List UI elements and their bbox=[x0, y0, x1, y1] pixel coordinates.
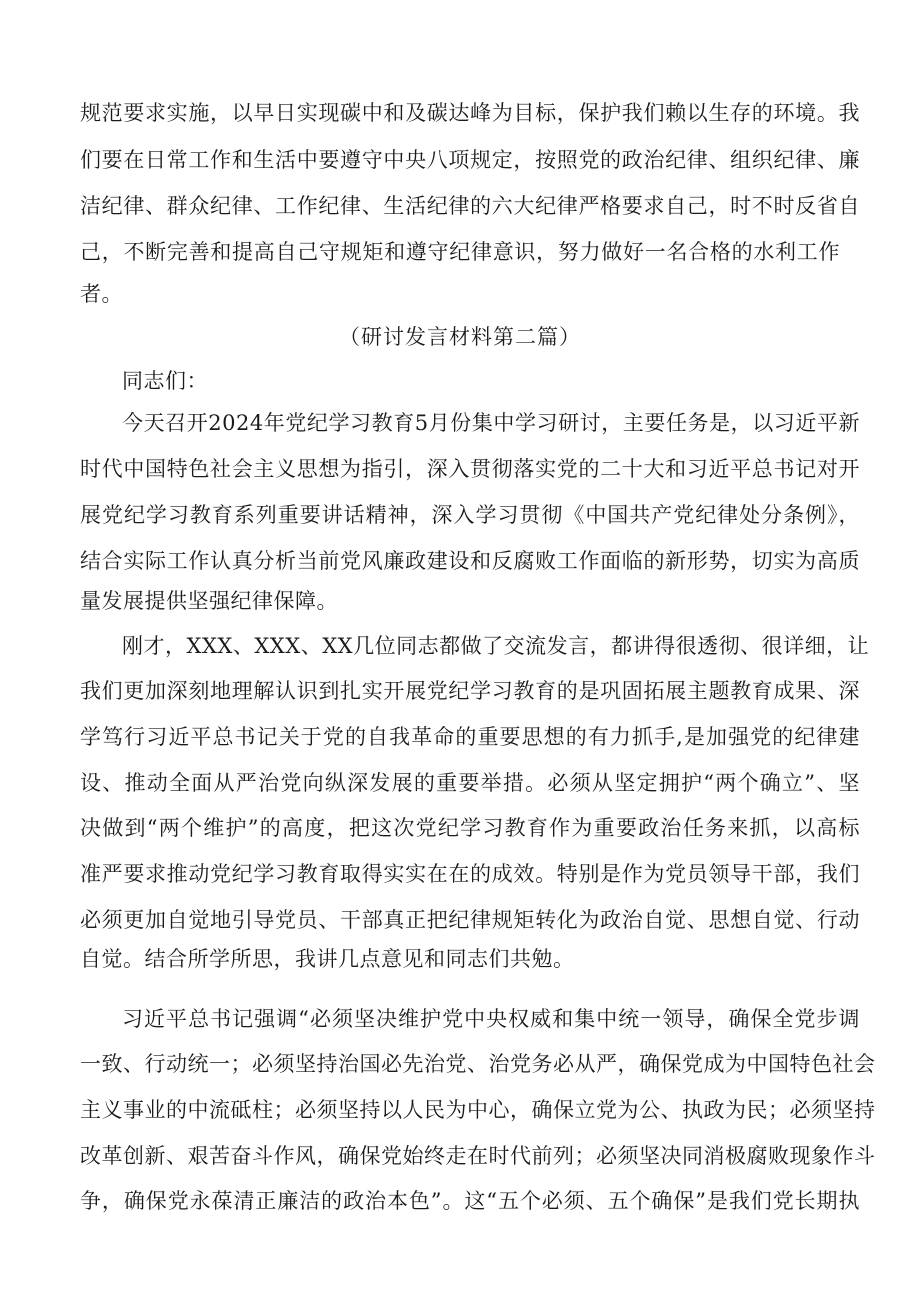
para1-line-5: 量发展提供坚强纪律保障。 bbox=[80, 589, 338, 613]
para3-line-3: 主义事业的中流砥柱；必须坚持以人民为中心，确保立党为公、执政为民；必须坚持 bbox=[80, 1098, 876, 1122]
para2-line-4: 设、推动全面从严治党向纵深发展的重要举措。必须从坚定拥护“两个确立”、坚 bbox=[80, 771, 860, 795]
para3-line-1: 习近平总书记强调“必须坚决维护党中央权威和集中统一领导，确保全党步调 bbox=[122, 1007, 860, 1031]
carry-line-4: 己，不断完善和提高自己守规矩和遵守纪律意识，努力做好一名合格的水利工作 bbox=[80, 240, 840, 264]
para3-line-2: 一致、行动统一；必须坚持治国必先治党、治党务必从严，确保党成为中国特色社会 bbox=[80, 1052, 876, 1076]
para2-line-3: 学笃行习近平总书记关于党的自我革命的重要思想的有力抓手,是加强党的纪律建 bbox=[80, 725, 860, 749]
para3-line-4: 改革创新、艰苦奋斗作风，确保党始终走在时代前列；必须坚决同消极腐败现象作斗 bbox=[80, 1144, 876, 1168]
carry-line-1: 规范要求实施，以早日实现碳中和及碳达峰为目标，保护我们赖以生存的环境。我 bbox=[80, 101, 860, 125]
section-title: （研讨发言材料第二篇） bbox=[339, 325, 581, 349]
carry-line-2: 们要在日常工作和生活中要遵守中央八项规定，按照党的政治纪律、组织纪律、廉 bbox=[80, 148, 860, 172]
salutation: 同志们： bbox=[122, 369, 208, 393]
para1-line-4: 结合实际工作认真分析当前党风廉政建设和反腐败工作面临的新形势，切实为高质 bbox=[80, 549, 860, 573]
para2-line-5: 决做到“两个维护”的高度，把这次党纪学习教育作为重要政治任务来抓，以高标 bbox=[80, 816, 860, 840]
para1-line-1: 今天召开2024年党纪学习教育5月份集中学习研讨，主要任务是，以习近平新 bbox=[122, 411, 860, 435]
para1-line-2: 时代中国特色社会主义思想为指引，深入贯彻落实党的二十大和习近平总书记对开 bbox=[80, 457, 860, 481]
para2-line-1: 刚才，XXX、XXX、XX几位同志都做了交流发言，都讲得很透彻、很详细，让 bbox=[122, 634, 870, 658]
carry-line-5: 者。 bbox=[80, 282, 123, 306]
para3-line-5: 争，确保党永葆清正廉洁的政治本色”。这“五个必须、五个确保”是我们党长期执 bbox=[80, 1189, 860, 1213]
para2-line-8: 自觉。结合所学所思，我讲几点意见和同志们共勉。 bbox=[80, 947, 575, 971]
para2-line-7: 必须更加自觉地引导党员、干部真正把纪律规矩转化为政治自觉、思想自觉、行动 bbox=[80, 908, 860, 932]
carry-line-3: 洁纪律、群众纪律、工作纪律、生活纪律的六大纪律严格要求自己，时不时反省自 bbox=[80, 194, 860, 218]
para2-line-6: 准严要求推动党纪学习教育取得实实在在的成效。特别是作为党员领导干部，我们 bbox=[80, 862, 860, 886]
para1-line-3: 展党纪学习教育系列重要讲话精神，深入学习贯彻《中国共产党纪律处分条例》， bbox=[80, 503, 860, 527]
para2-line-2: 我们更加深刻地理解认识到扎实开展党纪学习教育的是巩固拓展主题教育成果、深 bbox=[80, 679, 860, 703]
